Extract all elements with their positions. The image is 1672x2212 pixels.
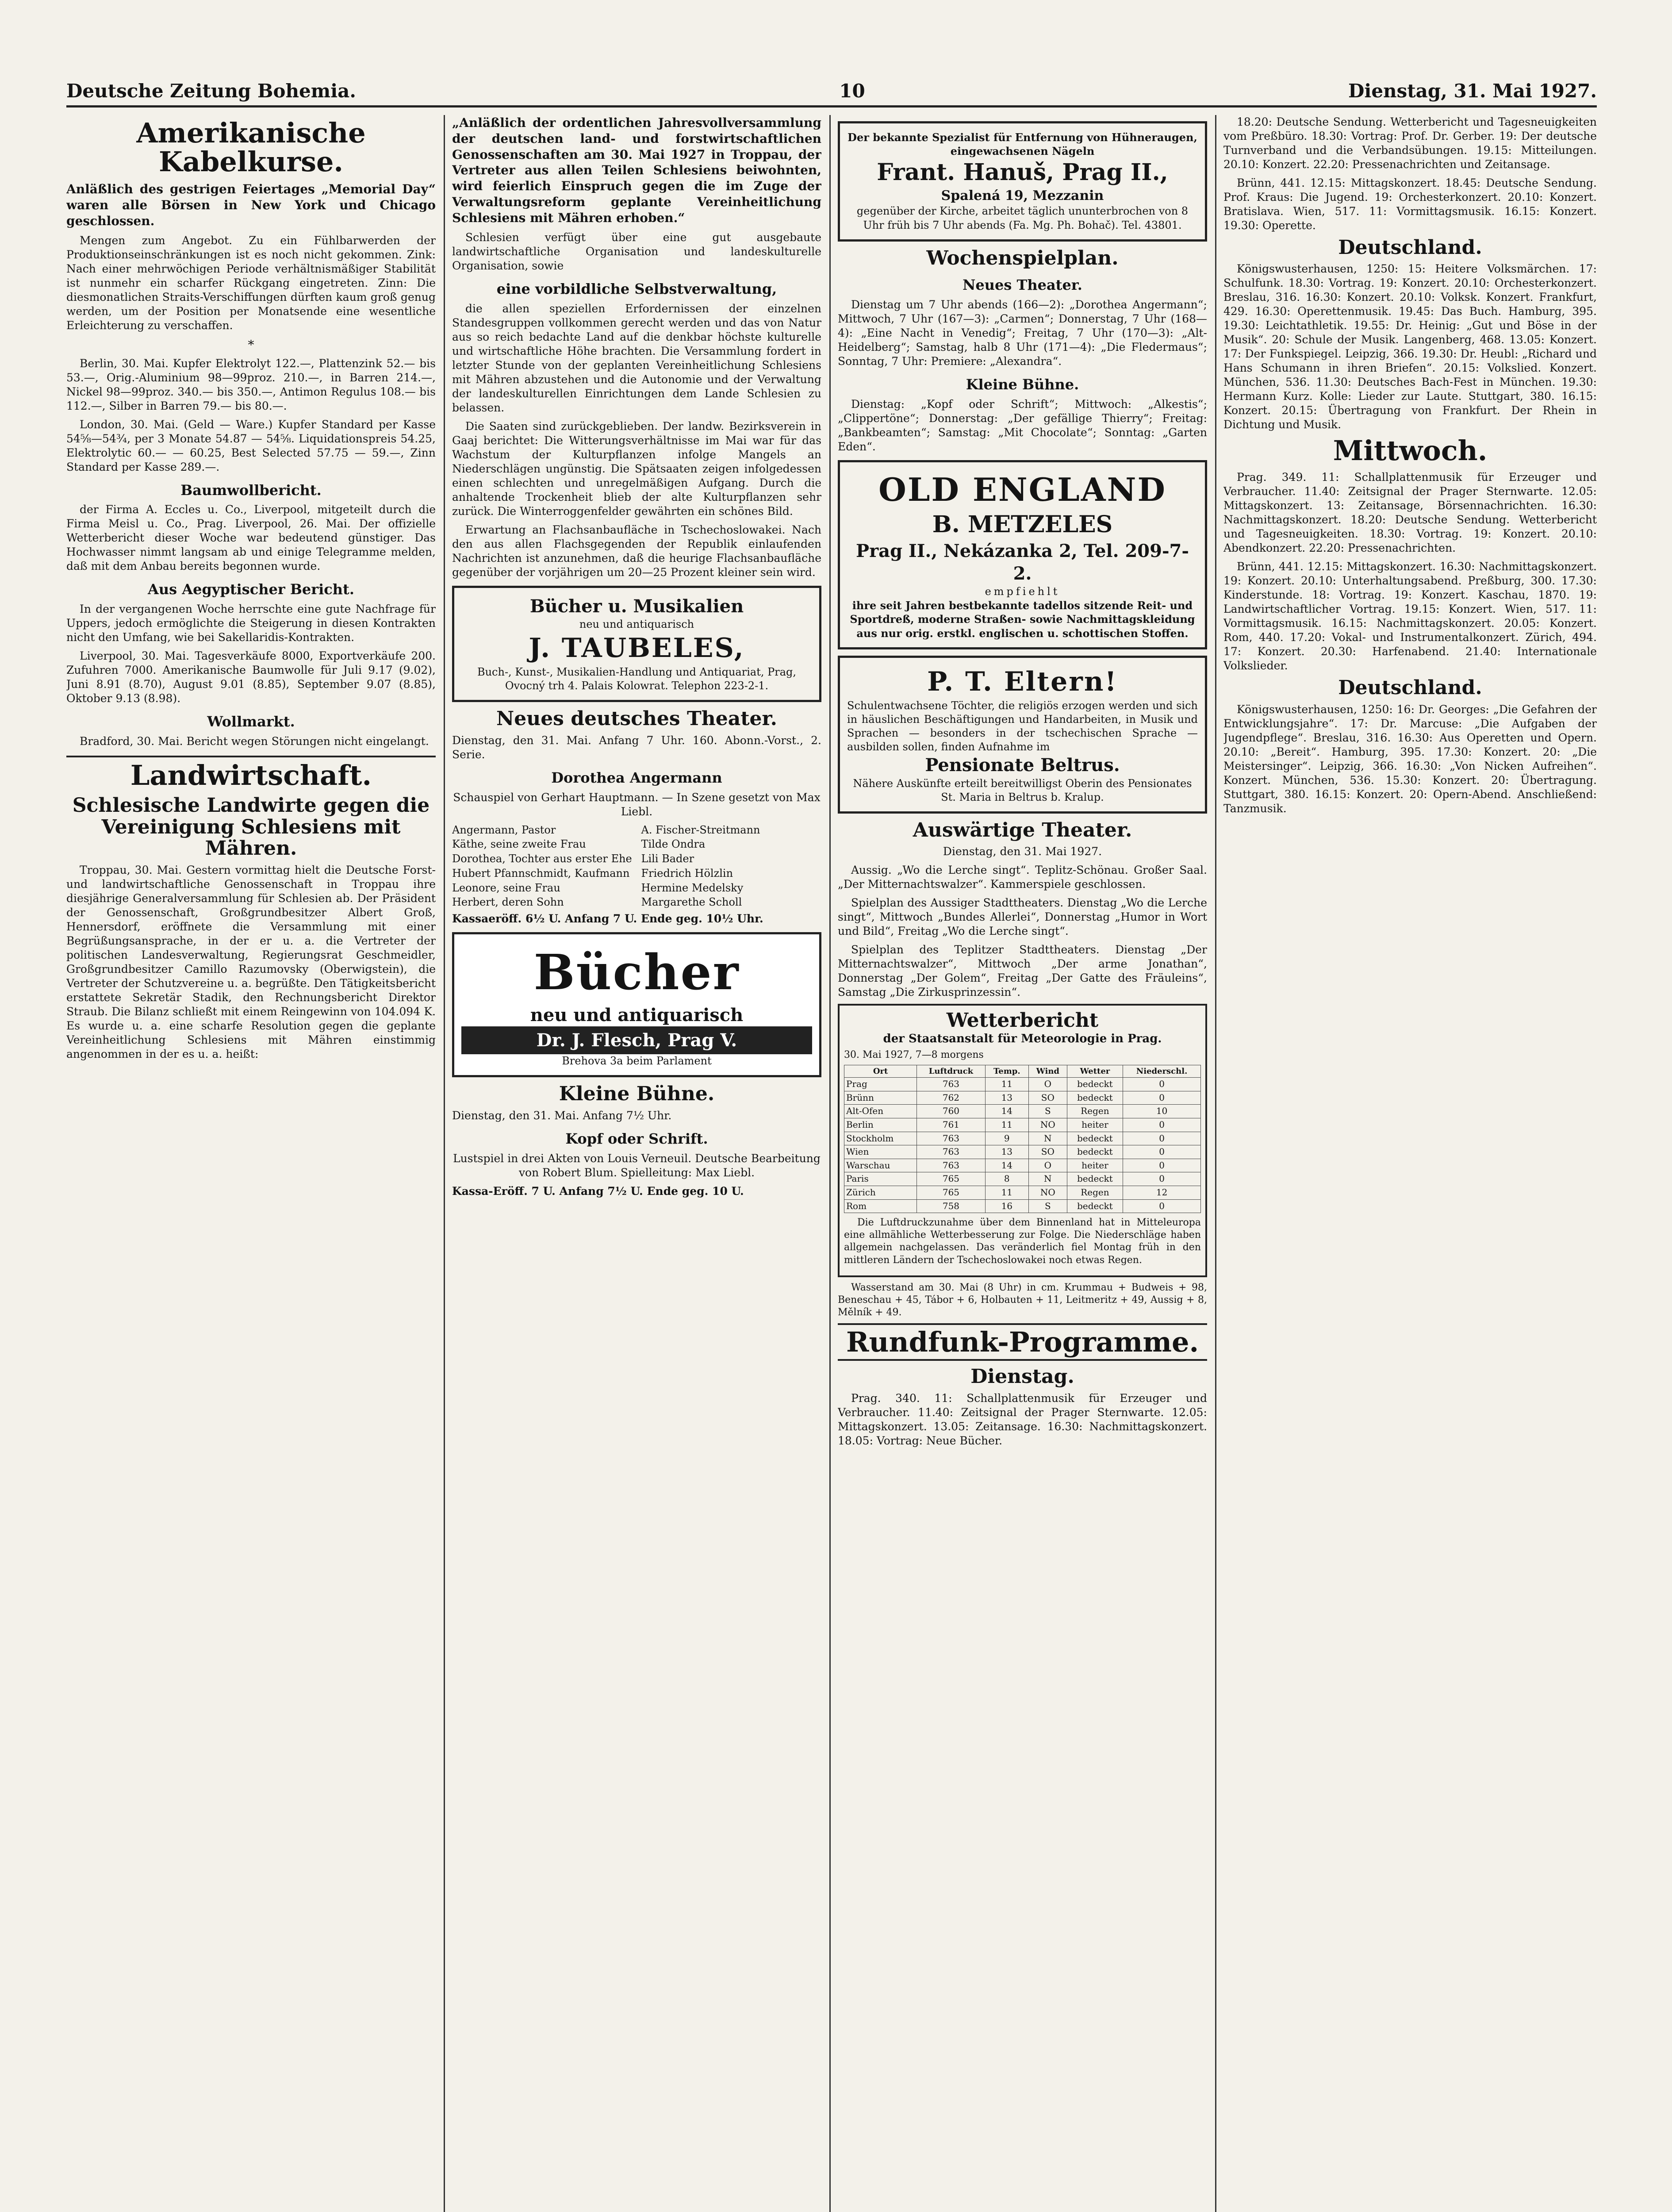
germany-radio-text: Königswusterhausen, 1250: 15: Heitere Volksmärchen. 17: Schulfunk. 18.30: Vortrag. 19: Konzert. 20.10: Orchesterkonzert. Breslau, 316. 16.30: Konzert. 20.10: Volksk. Konzert. Frankfurt, 429. 16.30: Operettenmusik. 19.45: Das Buch. Hamburg, 395. 19.30: Leichtathletik. 19.55: Dr. Heinig: „Gut und Böse in der Musik“. 20: Schule der Musik. Langenberg, 468. 13.05: Konzert. 17: Der Funkspiegel. Leipzig, 366. 19.30: Dr. Heubl: „Richard und Hans Schumann in ihren Briefen“. 20.15: Volkslied. Konzert. München, 536. 11.30: Deutsches Bach-Fest in München. 19.30: Hermann Kurz. Kolle: Lieder zur Laute. Stuttgart, 380. 16.15: Konzert. 20.15: Übertragung von Frankfurt. Der Rhein in Dichtung und Musik. [1223, 262, 1597, 431]
weather-station: Brünn [844, 1091, 917, 1105]
weather-cell: S [1028, 1105, 1067, 1118]
old-england-name: B. METZELES [932, 511, 1113, 538]
weather-cell: 762 [917, 1091, 985, 1105]
agriculture-subheading: Schlesische Landwirte gegen die Vereinigung Schlesiens mit Mähren. [72, 794, 430, 860]
weather-cell: heiter [1067, 1159, 1123, 1172]
germany-radio-text-2: Königswusterhausen, 1250: 16: Dr. Georges: „Die Gefahren der Entwicklungsjahre“. 17: Dr. Marcuse: „Die Aufgaben der Jugendpflege“. Breslau, 316. 16.30: Aus Operetten und Opern. 20.10: „Bereit“. Hamburg, 395. 17.30: Konzert. 20: „Die Meistersinger“. Leipzig, 366. 16.30: „Von Nicken Aufreihen“. Konzert. München, 536. 15.30: Konzert. 20: Übertragung. Stuttgart, 380. 16.15: Konzert. 20: Opern-Abend. Anschließend: Tanzmusik. [1223, 703, 1597, 815]
weather-station: Paris [844, 1172, 917, 1186]
weather-cell: 14 [985, 1105, 1028, 1118]
old-england-address: Prag II., Nekázanka 2, Tel. 209-7-2. [856, 540, 1189, 584]
wednesday-radio-text-2: Brünn, 441. 12.15: Mittagskonzert. 16.30: Nachmittagskonzert. 19: Konzert. 20.10: Unterhaltungsabend. Preßburg, 300. 17.30: Kinderstunde. 18: Vortrag. 19: Konzert. Kaschau, 1870. 19: Landwirtschaftlicher Vortrag. 19.15: Konzert. Wien, 517. 11: Vormittagsmusik. 16.15: Nachmittagskonzert. 20.05: Konzert. Rom, 440. 17.20: Vokal- und Instrumentalkonzert. Zürich, 494. 17: Konzert. 20.30: Harfenabend. 21.40: Internationale Volkslieder. [1223, 560, 1597, 672]
weather-cell: 0 [1123, 1145, 1201, 1159]
taubeles-ad-address: Buch-, Kunst-, Musikalien-Handlung und Antiquariat, Prag, Ovocný trh 4. Palais Kolowrat. Telephon 223-2-1. [477, 665, 797, 692]
new-german-theater-heading: Neues deutsches Theater. [496, 707, 777, 730]
hanus-ad-name: Frant. Hanuš, Prag II., [877, 159, 1168, 186]
weekly-schedule-heading: Wochenspielplan. [926, 246, 1119, 269]
theater-times: Kassaeröff. 6½ U. Anfang 7 U. Ende geg. 10½ Uhr. [452, 912, 763, 925]
weather-cell: NO [1028, 1186, 1067, 1199]
teplitz-schedule: Spielplan des Teplitzer Stadttheaters. Dienstag „Der Mitternachtswalzer“, Mittwoch „Der arme Jonathan“, Donnerstag „Der Golem“, Freitag „Der Gatte des Fräuleins“, Samstag „Die Zirkusprinzessin“. [838, 943, 1207, 999]
radio-tuesday-text-1: 18.20: Deutsche Sendung. Wetterbericht und Tagesneuigkeiten vom Preßbüro. 18.30: Vortrag: Prof. Dr. Gerber. 19: Der deutsche Turnverband und die Verbandsübungen. 19.15: Mitteilungen. 20.10: Konzert. 22.20: Pressenachrichten und Zeitansage. [1223, 115, 1597, 171]
weather-row [844, 1172, 1201, 1186]
wednesday-heading: Mittwoch. [1333, 434, 1488, 467]
weather-cell: 13 [985, 1091, 1028, 1105]
weather-row [844, 1199, 1201, 1213]
outside-theaters-date: Dienstag, den 31. Mai 1927. [943, 845, 1102, 858]
column-2 [452, 115, 821, 2212]
weather-cell: bedeckt [1067, 1091, 1123, 1105]
weather-row [844, 1118, 1201, 1132]
weather-cell: 12 [1123, 1186, 1201, 1199]
weather-station: Zürich [844, 1186, 917, 1199]
weather-text: Die Luftdruckzunahme über dem Binnenland hat in Mitteleuropa eine allmähliche Wetterbesserung zur Folge. Die Niederschläge haben allgemein nachgelassen. Das veränderlich fiel Montag früh in den mittleren Ländern der Tschechoslowakei noch etwas Regen. [844, 1217, 1201, 1266]
weather-subheading: der Staatsanstalt für Meteorologie in Prag. [883, 1032, 1162, 1045]
theater-cast-list [452, 823, 821, 909]
weather-heading: Wetterbericht [946, 1009, 1099, 1032]
weather-col-header: Luftdruck [917, 1065, 985, 1078]
pensionate-ad-title: P. T. Eltern! [927, 666, 1118, 697]
weather-cell: 0 [1123, 1159, 1201, 1172]
pensionate-ad-contact: Nähere Auskünfte erteilt bereitwilligst Oberin des Pensionates St. Maria in Beltrus b. Kralup. [853, 777, 1192, 803]
weather-station: Stockholm [844, 1132, 917, 1145]
weekly-schedule-text: Dienstag um 7 Uhr abends (166—2): „Dorothea Angermann“; Mittwoch, 7 Uhr (167—3): „Carmen“; Donnerstag, 7 Uhr (168—4): „Eine Nacht in Venedig“; Freitag, 7 Uhr (170—3): „Alt-Heidelberg“; Samstag, halb 8 Uhr (171—4): „Die Fledermaus“; Sonntag, 7 Uhr: Premiere: „Alexandra“. [838, 298, 1207, 368]
masthead: Deutsche Zeitung Bohemia. [66, 80, 356, 102]
radio-programs-heading: Rundfunk-Programme. [838, 1323, 1207, 1361]
column-rule [829, 115, 831, 2212]
weather-cell: S [1028, 1199, 1067, 1213]
weather-cell: 763 [917, 1159, 985, 1172]
weather-row [844, 1145, 1201, 1159]
section-divider [66, 756, 436, 757]
cotton-report-heading: Baumwollbericht. [180, 481, 322, 499]
metals-report: Mengen zum Angebot. Zu ein Fühlbarwerden der Produktionseinschränkungen ist es noch nicht gekommen. Zink: Nach einer mehrwöchigen Periode verhältnismäßiger Stabilität ist nunmehr ein scharfer Rückgang eingetreten. Zinn: Die diesmonatlichen Straits-Verschiffungen dürften kaum groß genug werden, um der Position per Monatsende eine wesentliche Erleichterung zu verschaffen. [66, 234, 436, 332]
small-stage-times: Kassa-Eröff. 7 U. Anfang 7½ U. Ende geg. 10 U. [452, 1184, 744, 1198]
crops-report: Die Saaten sind zurückgeblieben. Der landw. Bezirksverein in Gaaj berichtet: Die Witterungsverhältnisse im Mai war für das Wachstum der Kulturpflanzen infolge Mangels an Niederschlägen ungünstig. Die Spätsaaten zeigen infolgedessen einen schlechten und unregelmäßigen Aufgang. Durch die anhaltende Trockenheit blieb der alte Kulturpflanzen sehr zurück. Die Winterroggenfelder gewährten ein schönes Bild. [452, 419, 821, 518]
weather-cell: Regen [1067, 1105, 1123, 1118]
weather-col-header: Wind [1028, 1065, 1067, 1078]
flax-report: Erwartung an Flachsanbaufläche in Tschechoslowakei. Nach den aus allen Flachsgegenden der Republik einlaufenden Nachrichten ist anzunehmen, daß die heurige Flachsanbaufläche gegenüber der vorjährigen um 20—25 Prozent kleiner sein wird. [452, 523, 821, 579]
small-stage-play: Kopf oder Schrift. [565, 1130, 708, 1147]
small-stage-date: Dienstag, den 31. Mai. Anfang 7½ Uhr. [452, 1109, 672, 1122]
weather-cell: N [1028, 1132, 1067, 1145]
hanus-ad-intro: Der bekannte Spezialist für Entfernung von Hühneraugen, eingewachsenen Nägeln [848, 131, 1197, 158]
weather-cell: O [1028, 1159, 1067, 1172]
taubeles-ad-name: J. TAUBELES, [529, 633, 745, 664]
agriculture-heading: Landwirtschaft. [130, 759, 372, 792]
weather-table-header [844, 1065, 1201, 1078]
cast-entry: A. Fischer-Streitmann [641, 823, 760, 836]
radio-day-heading: Dienstag. [970, 1365, 1074, 1388]
weather-cell: 0 [1123, 1091, 1201, 1105]
weather-cell: 13 [985, 1145, 1028, 1159]
wool-market-heading: Wollmarkt. [207, 713, 295, 730]
weather-cell: 9 [985, 1132, 1028, 1145]
radio-tuesday-text-2: Brünn, 441. 12.15: Mittagskonzert. 18.45: Deutsche Sendung. Prof. Kraus: Die Jugend. 19: Orchesterkonzert. 20.10: Konzert. Bratislava. Wien, 517. 11: Vormittagsmusik. 16.15: Konzert. 19.30: Operette. [1223, 177, 1597, 232]
cast-entry: Angermann, Pastor [452, 823, 556, 836]
weather-station: Rom [844, 1199, 917, 1213]
flesch-ad-title: Bücher [533, 943, 740, 1001]
weather-col-header: Niederschl. [1123, 1065, 1201, 1078]
weather-col-header: Wetter [1067, 1065, 1123, 1078]
cast-entry: Tilde Ondra [641, 838, 706, 851]
column-rule [1215, 115, 1216, 2212]
weather-cell: bedeckt [1067, 1078, 1123, 1091]
old-england-recommends: empfiehlt [985, 585, 1060, 598]
weather-cell: Regen [1067, 1186, 1123, 1199]
resolution-quote: „Anläßlich der ordentlichen Jahresvollversammlung der deutschen land- und forstwirtschaftlichen Genossenschaften am 30. Mai 1927 in Troppau, der Vertreter aus allen Teilen Schlesiens beiwohnten, wird feierlich Einspruch gegen die im Zuge der Verwaltungsreform geplante Vereinheitlichung Schlesiens mit Mähren erhoben.“ [452, 115, 821, 225]
small-stage-schedule: Dienstag: „Kopf oder Schrift“; Mittwoch: „Alkestis“; „Clippertöne“; Donnerstag: „Der gefällige Thierry“; Freitag: „Bankbeamten“; Samstag: „Mit Chocolate“; Sonntag: „Garten Eden“. [838, 397, 1207, 453]
germany-radio-heading-2: Deutschland. [1338, 676, 1482, 699]
cast-entry: Käthe, seine zweite Frau [452, 838, 586, 851]
page-number: 10 [839, 80, 865, 102]
weather-cell: 16 [985, 1199, 1028, 1213]
weather-row [844, 1186, 1201, 1199]
weather-cell: bedeckt [1067, 1145, 1123, 1159]
cast-entry: Leonore, seine Frau [452, 881, 560, 894]
small-stage-heading: Kleine Bühne. [559, 1083, 715, 1106]
weather-cell: bedeckt [1067, 1172, 1123, 1186]
resolution-text-2: die allen speziellen Erfordernissen der einzelnen Standesgruppen vollkommen gerecht werden und das von Natur aus so reich bedachte Land auf die denkbar höchste kulturelle und wirtschaftliche Höhe brachten. Die Versammlung fordert in letzter Stunde von der geplanten Vereinheitlichung Schlesiens mit Mähren abzustehen und die Autonomie und der Verwaltung der landeskulturellen Einrichtungen dem Lande Schlesien zu belassen. [452, 302, 821, 414]
weather-table [844, 1065, 1201, 1213]
cast-entry: Dorothea, Tochter aus erster Ehe [452, 853, 632, 865]
cast-entry: Hermine Medelsky [641, 881, 744, 894]
column-1 [66, 115, 436, 2212]
cable-rates-heading: Amerikanische Kabelkurse. [136, 117, 366, 178]
weather-cell: heiter [1067, 1118, 1123, 1132]
column-4 [1223, 115, 1597, 2212]
weather-station: Alt-Ofen [844, 1105, 917, 1118]
weather-cell: bedeckt [1067, 1199, 1123, 1213]
outside-theaters-heading: Auswärtige Theater. [913, 818, 1132, 841]
wednesday-radio-text: Prag. 349. 11: Schallplattenmusik für Erzeuger und Verbraucher. 11.40: Zeitsignal der Prager Sternwarte. 12.05: Mittagskonzert. 13: Zeitansage, Börsennachrichten. 16.30: Nachmittagskonzert. 18.20: Deutsche Sendung. Wetterbericht und Tagesneuigkeiten. 18.30: Vortrag. 19: Konzert. 20.10: Abendkonzert. 22.20: Pressenachrichten. [1223, 471, 1597, 555]
pensionate-ad-text: Schulentwachsene Töchter, die religiös erzogen werden und sich in häuslichen Beschäftigungen und Handarbeiten, in Musik und Sprachen — besonders in der tschechischen Sprache — ausbilden sollen, finden Aufnahme im [847, 699, 1198, 753]
weather-cell: 11 [985, 1118, 1028, 1132]
weather-cell: NO [1028, 1118, 1067, 1132]
flesch-ad-subtitle: neu und antiquarisch [530, 1004, 744, 1025]
egypt-report-heading: Aus Aegyptischer Bericht. [148, 581, 354, 598]
weather-cell: 763 [917, 1132, 985, 1145]
weather-cell: 0 [1123, 1199, 1201, 1213]
new-theater-subheading: Neues Theater. [963, 276, 1082, 294]
small-stage-desc: Lustspiel in drei Akten von Louis Verneuil. Deutsche Bearbeitung von Robert Blum. Spielleitung: Max Liebl. [453, 1152, 821, 1179]
weather-cell: 763 [917, 1078, 985, 1091]
radio-programs-text: Prag. 340. 11: Schallplattenmusik für Erzeuger und Verbraucher. 11.40: Zeitsignal der Prager Sternwarte. 12.05: Mittagskonzert. 13.05: Zeitansage. 16.30: Nachmittagskonzert. 18.05: Vortrag: Neue Bücher. [838, 1391, 1207, 1447]
theater-date: Dienstag, den 31. Mai. Anfang 7 Uhr. 160. Abonn.-Vorst., 2. Serie. [452, 733, 821, 761]
egypt-report-text: In der vergangenen Woche herrschte eine gute Nachfrage für Uppers, jedoch ermöglichte die Steigerung in diesen Kontrakten nicht den Umfang, wie bei Sakellaridis-Kontrakten. [66, 603, 436, 644]
weather-col-header: Temp. [985, 1065, 1028, 1078]
weather-station: Berlin [844, 1118, 917, 1132]
weather-row [844, 1091, 1201, 1105]
weather-col-header: Ort [844, 1065, 917, 1078]
resolution-text-1: Schlesien verfügt über eine gut ausgebaute landwirtschaftliche Organisation und landeskulturelle Organisation, sowie [452, 230, 821, 272]
outside-theaters-text: Aussig. „Wo die Lerche singt“. Teplitz-Schönau. Großer Saal. „Der Mitternachtswalzer“. Kammerspiele geschlossen. [838, 864, 1207, 891]
resolution-subheading: eine vorbildliche Selbstverwaltung, [496, 280, 777, 297]
cast-entry: Margarethe Scholl [641, 896, 742, 909]
germany-radio-heading: Deutschland. [1338, 236, 1482, 259]
berlin-metal-quotes: Berlin, 30. Mai. Kupfer Elektrolyt 122.—, Plattenzink 52.— bis 53.—, Orig.-Aluminium 98—99proz. 210.—, in Barren 214.—, Nickel 98—99proz. 340.— bis 350.—, Antimon Regulus 108.— bis 112.—, Silber in Barren 79.— bis 80.—. [66, 357, 436, 412]
weather-date: 30. Mai 1927, 7—8 morgens [844, 1049, 984, 1060]
weather-row [844, 1105, 1201, 1118]
weather-cell: 0 [1123, 1172, 1201, 1186]
weather-station: Warschau [844, 1159, 917, 1172]
water-level-text: Wasserstand am 30. Mai (8 Uhr) in cm. Krummau + Budweis + 98, Beneschau + 45, Tábor + 6, Holbauten + 11, Leitmeritz + 49, Aussig + 8, Mělník + 49. [838, 1282, 1207, 1318]
weather-cell: 765 [917, 1172, 985, 1186]
cable-rates-intro: Anläßlich des gestrigen Feiertages „Memorial Day“ waren alle Börsen in New York und Chicago geschlossen. [66, 182, 436, 228]
weather-cell: 760 [917, 1105, 985, 1118]
old-england-text: ihre seit Jahren bestbekannte tadellos sitzende Reit- und Sportdreß, moderne Straßen- sowie Nachmittagskleidung aus nur orig. erstkl. englischen u. schottischen Stoffen. [850, 599, 1195, 640]
separator-star: * [248, 337, 254, 352]
weather-cell: 11 [985, 1078, 1028, 1091]
weather-cell: 0 [1123, 1078, 1201, 1091]
hanus-ad-hours: gegenüber der Kirche, arbeitet täglich ununterbrochen von 8 Uhr früh bis 7 Uhr abends (Fa. Mg. Ph. Bohač). Tel. 43801. [856, 205, 1189, 231]
theater-play-title: Dorothea Angermann [551, 769, 722, 786]
issue-date: Dienstag, 31. Mai 1927. [1348, 80, 1597, 102]
taubeles-books-ad [452, 586, 821, 703]
cast-entry: Lili Bader [641, 853, 694, 865]
weather-cell: O [1028, 1078, 1067, 1091]
weather-cell: 758 [917, 1199, 985, 1213]
weather-row [844, 1132, 1201, 1145]
hanus-ad-address: Spalená 19, Mezzanin [941, 188, 1104, 204]
weather-cell: 0 [1123, 1118, 1201, 1132]
weather-report-box [838, 1004, 1207, 1277]
weather-cell: bedeckt [1067, 1132, 1123, 1145]
weather-cell: 10 [1123, 1105, 1201, 1118]
weather-row [844, 1159, 1201, 1172]
cast-entry: Herbert, deren Sohn [452, 896, 564, 909]
weather-cell: 0 [1123, 1132, 1201, 1145]
taubeles-ad-title: Bücher u. Musikalien [529, 595, 744, 617]
weather-cell: 8 [985, 1172, 1028, 1186]
weather-cell: SO [1028, 1145, 1067, 1159]
old-england-ad [838, 460, 1207, 649]
pensionate-ad [838, 656, 1207, 814]
column-rule [444, 115, 445, 2212]
taubeles-ad-subtitle: neu und antiquarisch [579, 618, 694, 630]
cast-entry: Friedrich Hölzlin [641, 867, 733, 879]
old-england-title: OLD ENGLAND [878, 470, 1166, 508]
aussig-schedule: Spielplan des Aussiger Stadttheaters. Dienstag „Wo die Lerche singt“, Mittwoch „Bundes Allerlei“, Donnerstag „Humor in Wort und Bild“, Freitag „Wo die Lerche singt“. [838, 896, 1207, 938]
cast-entry: Hubert Pfannschmidt, Kaufmann [452, 867, 630, 879]
pensionate-ad-name: Pensionate Beltrus. [925, 755, 1120, 776]
agriculture-text: Troppau, 30. Mai. Gestern vormittag hielt die Deutsche Forst- und landwirtschaftliche Genossenschaft in Troppau ihre diesjährige Generalversammlung für Schlesien ab. Der Präsident der Genossenschaft, Großgrundbesitzer Albert Groß, Hennersdorf, eröffnete die Versammlung mit einer Begrüßungsansprache, in der er u. a. die Vertreter der politischen Landesverwaltung, Regierungsrat Geschmeidler, Großgrundbesitzer Camillo Razumovsky (Oberwigstein), die Vertreter der Schutzvereine u. a. begrüßte. Den Tätigkeitsbericht erstattete Sekretär Stadik, den Rechnungsbericht Direktor Straub. Die Bilanz schließt mit einem Reingewinn von 104.094 K. Es wurde u. a. eine scharfe Resolution gegen die geplante Vereinheitlichung Schlesiens mit Mähren einstimmig angenommen in der es u. a. heißt: [66, 863, 436, 1060]
column-3 [838, 115, 1207, 2212]
flesch-ad-address: Brehova 3a beim Parlament [562, 1055, 712, 1068]
running-header [66, 66, 1597, 108]
weather-cell: 763 [917, 1145, 985, 1159]
weather-row [844, 1078, 1201, 1091]
london-metal-quotes: London, 30. Mai. (Geld — Ware.) Kupfer Standard per Kasse 54⅝—54¾, per 3 Monate 54.87 — 54⅝. Liquidationspreis 54.25, Elektrolytic 60.— — 60.25, Best Selected 57.75 — 59.—, Zinn Standard per Kasse 289.—. [66, 418, 436, 473]
newspaper-page [66, 66, 1597, 2212]
small-stage-subheading: Kleine Bühne. [966, 376, 1079, 393]
weather-station: Wien [844, 1145, 917, 1159]
flesch-ad-name: Dr. J. Flesch, Prag V. [461, 1026, 812, 1054]
theater-play-desc: Schauspiel von Gerhart Hauptmann. — In Szene gesetzt von Max Liebl. [453, 791, 821, 818]
hanus-specialist-ad [838, 121, 1207, 242]
weather-cell: N [1028, 1172, 1067, 1186]
weather-cell: SO [1028, 1091, 1067, 1105]
cotton-report-text: der Firma A. Eccles u. Co., Liverpool, mitgeteilt durch die Firma Meisl u. Co., Prag. Liverpool, 26. Mai. Der offizielle Wetterbericht dieser Woche war bedeutend günstiger. Das Hochwasser nimmt langsam ab und einige Telegramme melden, daß mit dem Anbau bereits begonnen wurde. [66, 503, 436, 573]
weather-cell: 11 [985, 1186, 1028, 1199]
weather-cell: 761 [917, 1118, 985, 1132]
liverpool-cotton-quotes: Liverpool, 30. Mai. Tagesverkäufe 8000, Exportverkäufe 200. Zufuhren 7000. Amerikanische Baumwolle für Juli 9.17 (9.02), Juni 8.91 (8.70), August 9.01 (8.85), September 9.07 (8.85), Oktober 9.13 (8.98). [66, 649, 436, 705]
wool-market-text: Bradford, 30. Mai. Bericht wegen Störungen nicht eingelangt. [80, 735, 429, 748]
flesch-books-ad [452, 932, 821, 1077]
weather-cell: 765 [917, 1186, 985, 1199]
weather-station: Prag [844, 1078, 917, 1091]
weather-cell: 14 [985, 1159, 1028, 1172]
